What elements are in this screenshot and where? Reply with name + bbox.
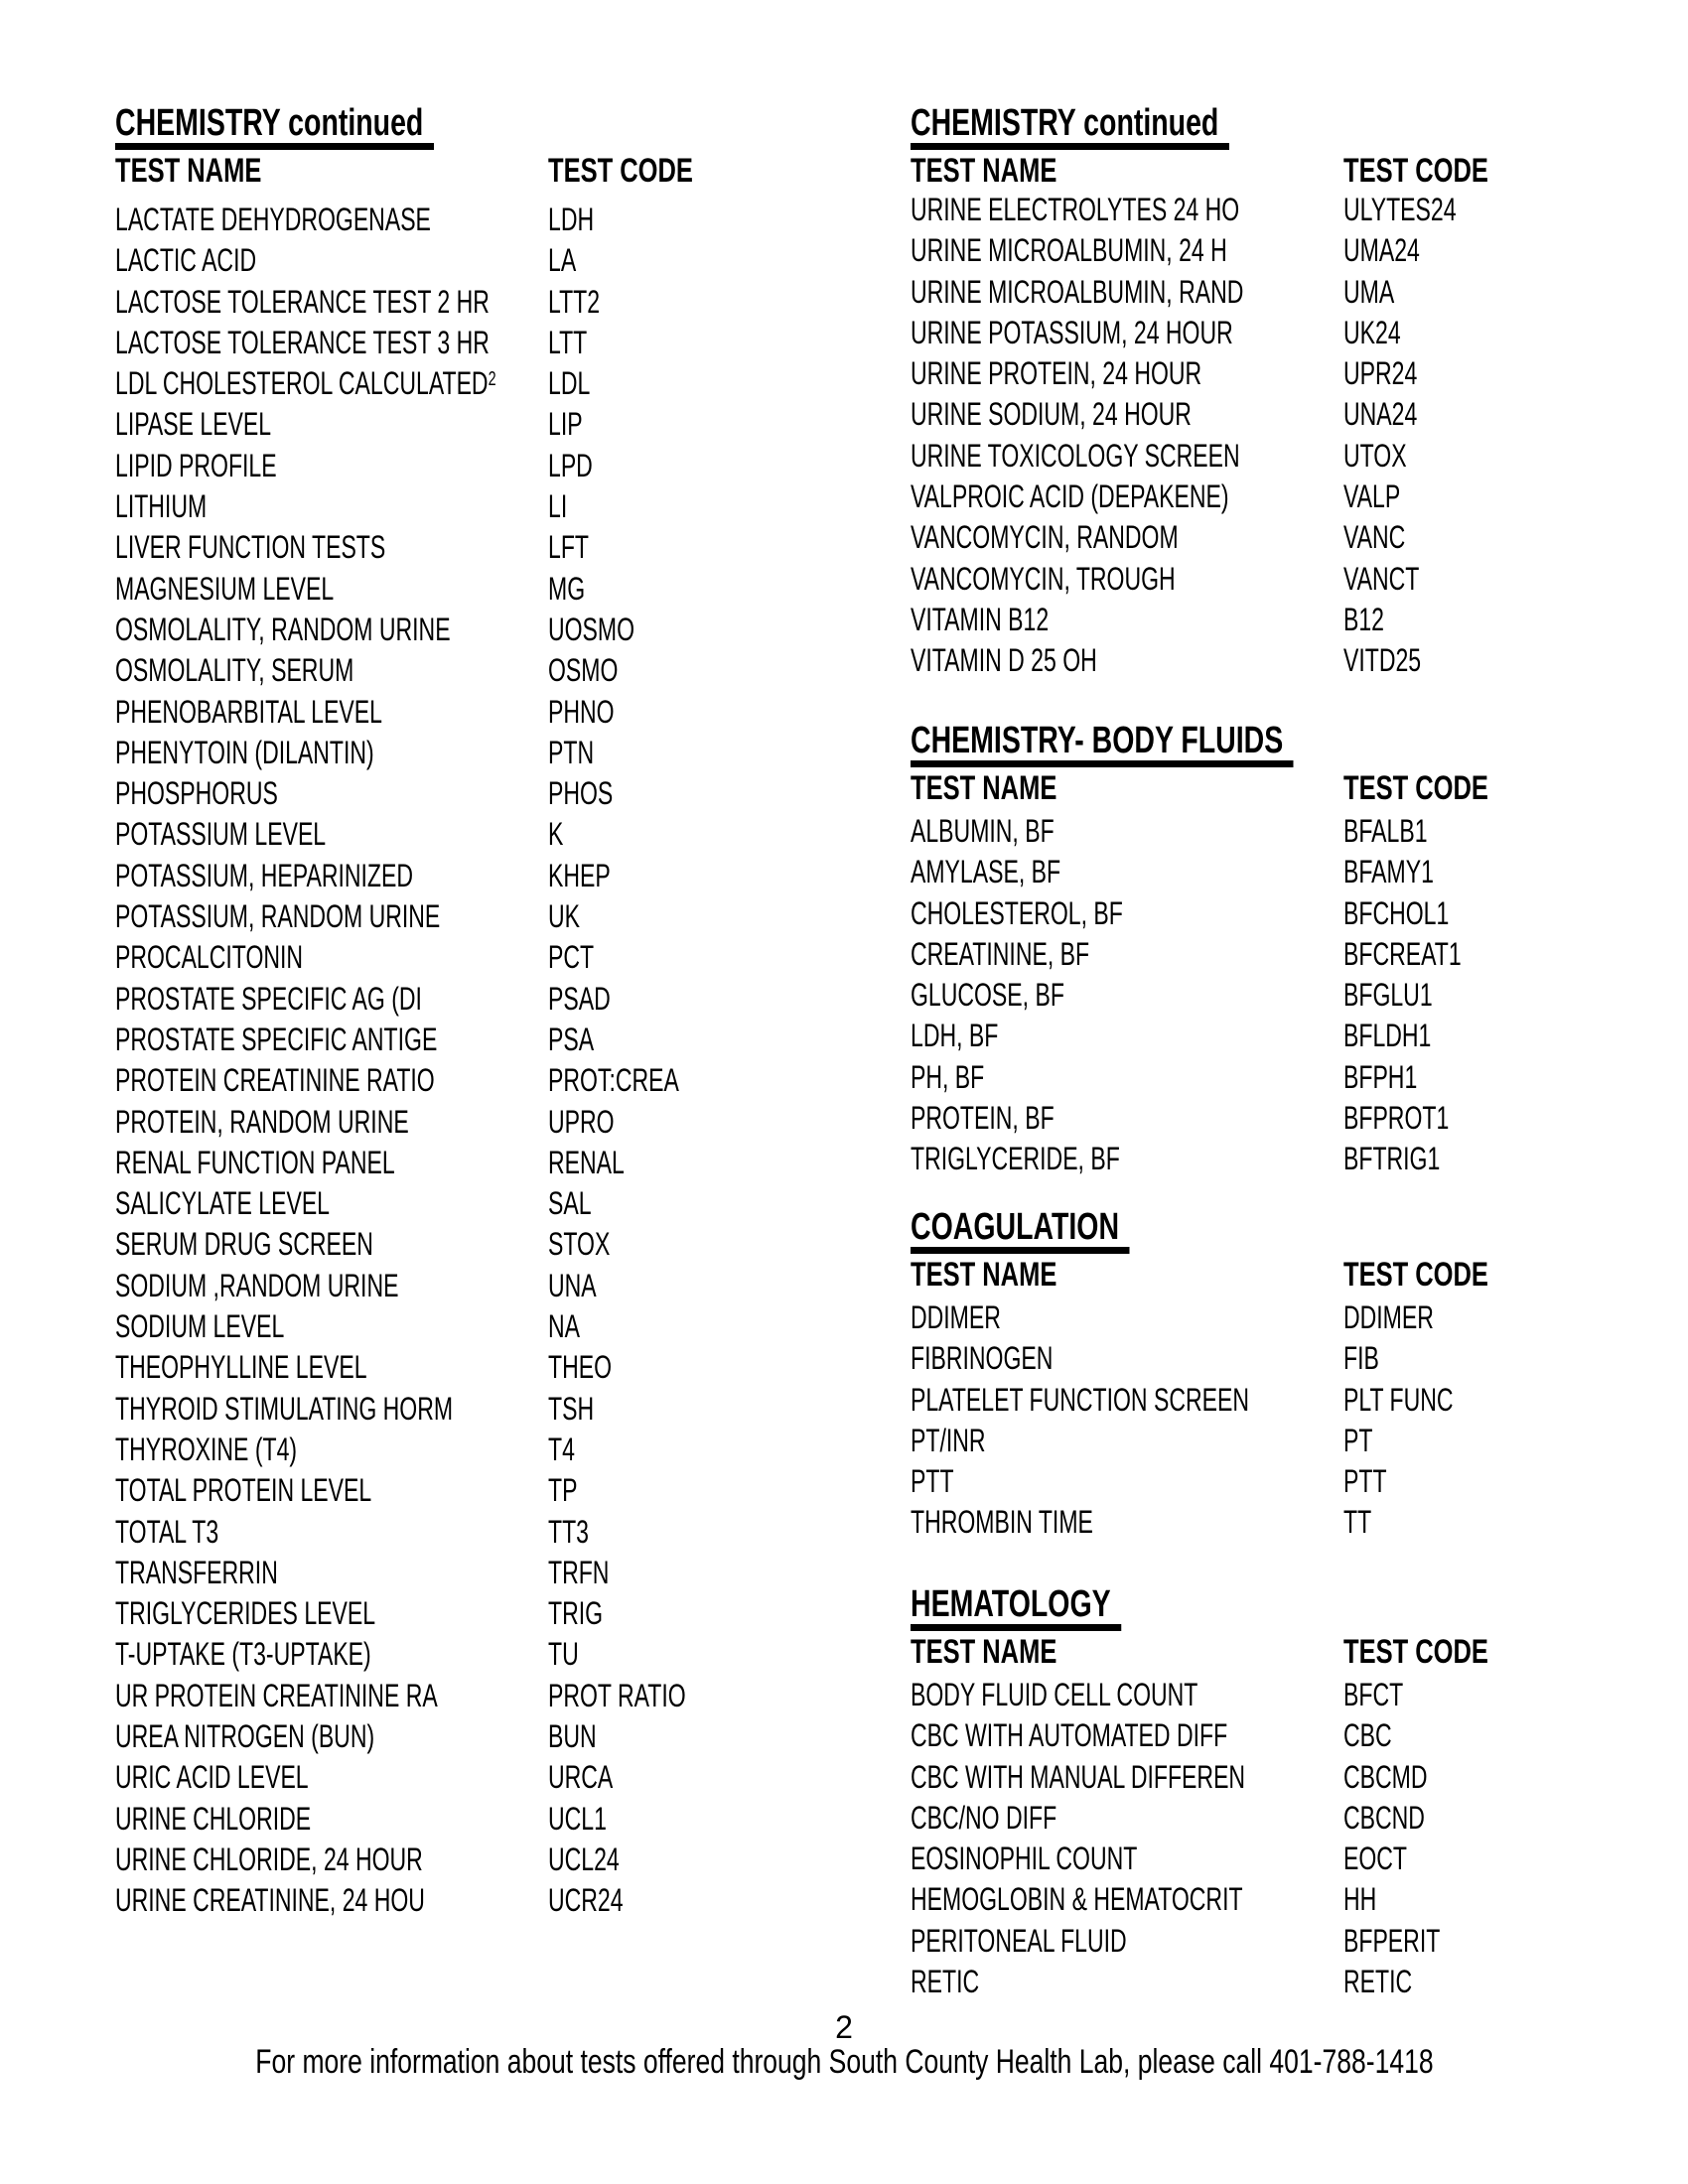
table-row bbox=[115, 735, 850, 775]
table-row bbox=[911, 1964, 1606, 2004]
table-row bbox=[115, 1678, 850, 1718]
table-row bbox=[911, 977, 1606, 1018]
test-code-cell: UK bbox=[548, 898, 581, 935]
table-row bbox=[115, 1555, 850, 1595]
test-name-cell: ALBUMIN, BF bbox=[911, 813, 1055, 849]
section-chemistry-continued-right bbox=[911, 104, 1606, 684]
table-row bbox=[911, 192, 1606, 232]
table-row bbox=[911, 1759, 1606, 1800]
test-name-cell: PLATELET FUNCTION SCREEN bbox=[911, 1381, 1249, 1418]
test-name-cell: URINE TOXICOLOGY SCREEN bbox=[911, 437, 1240, 474]
table-row bbox=[911, 1059, 1606, 1100]
table-row bbox=[115, 1391, 850, 1432]
test-name-cell: FIBRINOGEN bbox=[911, 1340, 1054, 1377]
test-name-cell: CBC WITH MANUAL DIFFEREN bbox=[911, 1758, 1246, 1795]
table-row bbox=[911, 1141, 1606, 1181]
test-code-cell: BFTRIG1 bbox=[1343, 1141, 1441, 1177]
test-name-cell: VANCOMYCIN, RANDOM bbox=[911, 519, 1179, 556]
table-row bbox=[911, 1423, 1606, 1463]
test-code-cell: UCL24 bbox=[548, 1841, 620, 1877]
test-code-cell: TU bbox=[548, 1636, 579, 1673]
test-name-cell: SALICYLATE LEVEL bbox=[115, 1185, 330, 1222]
test-name-cell: THYROXINE (T4) bbox=[115, 1431, 298, 1467]
test-name-cell: POTASSIUM, RANDOM URINE bbox=[115, 898, 441, 935]
test-name-cell: TRIGLYCERIDE, BF bbox=[911, 1141, 1120, 1177]
test-name-cell: VITAMIN B12 bbox=[911, 601, 1050, 637]
test-code-cell: PTT bbox=[1343, 1463, 1387, 1500]
test-code-cell: UMA bbox=[1343, 273, 1395, 310]
test-name-cell: LDL CHOLESTEROL CALCULATED$^2$ bbox=[115, 365, 496, 402]
test-name-cell: URINE CHLORIDE, 24 HOUR bbox=[115, 1841, 423, 1877]
table-row bbox=[115, 1801, 850, 1842]
column-left bbox=[115, 0, 850, 2184]
section-title: CHEMISTRY- BODY FLUIDS bbox=[911, 722, 1606, 767]
table-header-row bbox=[911, 771, 1606, 805]
test-name-cell: URINE CHLORIDE bbox=[115, 1800, 312, 1837]
test-name-cell: VALPROIC ACID (DEPAKENE) bbox=[911, 478, 1229, 515]
test-code-cell: LI bbox=[548, 488, 568, 525]
test-name-cell: CHOLESTEROL, BF bbox=[911, 894, 1123, 931]
test-name-cell: LIPASE LEVEL bbox=[115, 406, 272, 443]
test-code-cell: BFAMY1 bbox=[1343, 854, 1434, 890]
table-row bbox=[911, 478, 1606, 519]
test-code-cell: BFPH1 bbox=[1343, 1058, 1418, 1095]
test-name-cell: LIVER FUNCTION TESTS bbox=[115, 529, 386, 566]
test-name-cell: LITHIUM bbox=[115, 488, 208, 525]
test-code-cell: CBC bbox=[1343, 1717, 1392, 1754]
table-row bbox=[911, 1100, 1606, 1141]
table-row bbox=[115, 652, 850, 693]
test-code-cell: LIP bbox=[548, 406, 583, 443]
test-name-cell: VITAMIN D 25 OH bbox=[911, 642, 1097, 679]
test-code-header: TEST CODE bbox=[1343, 152, 1488, 190]
table-row bbox=[911, 1018, 1606, 1058]
test-code-cell: DDIMER bbox=[1343, 1299, 1434, 1335]
table-row bbox=[911, 519, 1606, 560]
test-code-cell: BFALB1 bbox=[1343, 813, 1428, 849]
table-row bbox=[911, 1841, 1606, 1881]
test-code-cell: BFCREAT1 bbox=[1343, 935, 1462, 972]
table-row bbox=[115, 1308, 850, 1349]
section-title: CHEMISTRY continued bbox=[115, 104, 850, 150]
test-name-cell: URINE MICROALBUMIN, 24 H bbox=[911, 232, 1227, 269]
table-row bbox=[115, 1842, 850, 1882]
test-name-cell: POTASSIUM LEVEL bbox=[115, 816, 327, 853]
test-code-cell: HH bbox=[1343, 1881, 1377, 1918]
test-name-cell: LACTATE DEHYDROGENASE bbox=[115, 202, 431, 237]
test-name-cell: LACTOSE TOLERANCE TEST 2 HR bbox=[115, 283, 490, 320]
test-code-header: TEST CODE bbox=[1343, 1256, 1488, 1294]
test-code-cell: BFPROT1 bbox=[1343, 1100, 1450, 1137]
superscript-note: 2 bbox=[488, 368, 496, 391]
table-row bbox=[911, 854, 1606, 894]
test-name-cell: EOSINOPHIL COUNT bbox=[911, 1841, 1138, 1877]
table-row bbox=[911, 936, 1606, 977]
table-row bbox=[115, 981, 850, 1022]
table-row bbox=[115, 325, 850, 365]
test-code-cell: BFCHOL1 bbox=[1343, 894, 1450, 931]
table-row bbox=[911, 1340, 1606, 1381]
rows-list bbox=[911, 1677, 1606, 2004]
table-row bbox=[115, 1882, 850, 1923]
test-name-header: TEST NAME bbox=[911, 1633, 1057, 1671]
section-title: COAGULATION bbox=[911, 1208, 1606, 1254]
table-row bbox=[115, 488, 850, 529]
rows-list bbox=[115, 202, 850, 1923]
test-code-cell: PSAD bbox=[548, 980, 611, 1017]
test-name-cell: SODIUM LEVEL bbox=[115, 1308, 285, 1345]
table-row bbox=[911, 1463, 1606, 1504]
table-row bbox=[115, 1145, 850, 1185]
test-code-cell: EOCT bbox=[1343, 1841, 1408, 1877]
table-row bbox=[911, 561, 1606, 602]
test-code-header: TEST CODE bbox=[1343, 1633, 1488, 1671]
test-name-cell: SERUM DRUG SCREEN bbox=[115, 1226, 373, 1263]
table-row bbox=[115, 816, 850, 857]
column-right bbox=[911, 0, 1606, 2184]
table-row bbox=[115, 612, 850, 652]
test-name-cell: LACTOSE TOLERANCE TEST 3 HR bbox=[115, 324, 490, 360]
table-header-row bbox=[911, 154, 1606, 188]
page-number: 2 bbox=[835, 2009, 853, 2045]
test-code-cell: UPR24 bbox=[1343, 355, 1418, 392]
test-code-cell: VALP bbox=[1343, 478, 1401, 515]
test-name-cell: PH, BF bbox=[911, 1058, 985, 1095]
test-code-cell: BFPERIT bbox=[1343, 1922, 1441, 1959]
test-code-cell: LPD bbox=[548, 447, 593, 483]
test-code-cell: RENAL bbox=[548, 1144, 625, 1180]
table-row bbox=[911, 1800, 1606, 1841]
test-name-cell: PTT bbox=[911, 1463, 954, 1500]
test-name-cell: OSMOLALITY, SERUM bbox=[115, 652, 354, 689]
test-name-cell: POTASSIUM, HEPARINIZED bbox=[115, 857, 413, 893]
test-code-cell: LDH bbox=[548, 202, 595, 237]
test-code-cell: VANCT bbox=[1343, 560, 1420, 597]
test-code-cell: UMA24 bbox=[1343, 232, 1420, 269]
test-code-cell: ULYTES24 bbox=[1343, 192, 1457, 227]
test-name-cell: UR PROTEIN CREATININE RA bbox=[115, 1677, 438, 1713]
table-row bbox=[911, 355, 1606, 396]
test-code-cell: TT bbox=[1343, 1504, 1372, 1541]
test-code-header: TEST CODE bbox=[548, 152, 693, 190]
test-name-cell: THYROID STIMULATING HORM bbox=[115, 1390, 454, 1427]
table-row bbox=[115, 529, 850, 570]
test-name-cell: RETIC bbox=[911, 1964, 980, 2000]
test-code-cell: TSH bbox=[548, 1390, 595, 1427]
test-name-cell: PROSTATE SPECIFIC AG (DI bbox=[115, 980, 422, 1017]
test-code-cell: THEO bbox=[548, 1349, 613, 1386]
table-row bbox=[911, 274, 1606, 315]
test-code-cell: BUN bbox=[548, 1717, 597, 1754]
table-row bbox=[115, 1226, 850, 1267]
test-name-header: TEST NAME bbox=[115, 152, 262, 190]
table-row bbox=[115, 939, 850, 980]
rows-list bbox=[911, 813, 1606, 1182]
test-name-cell: PROTEIN, RANDOM URINE bbox=[115, 1103, 409, 1140]
test-code-cell: URCA bbox=[548, 1759, 614, 1796]
test-name-cell: PERITONEAL FLUID bbox=[911, 1922, 1127, 1959]
table-row bbox=[115, 284, 850, 325]
table-header-row bbox=[911, 1635, 1606, 1669]
table-row bbox=[115, 1759, 850, 1800]
test-name-cell: URINE POTASSIUM, 24 HOUR bbox=[911, 314, 1233, 350]
test-name-cell: TRIGLYCERIDES LEVEL bbox=[115, 1595, 376, 1632]
test-name-cell: SODIUM ,RANDOM URINE bbox=[115, 1267, 399, 1303]
test-code-cell: UPRO bbox=[548, 1103, 615, 1140]
rows-list bbox=[911, 1299, 1606, 1546]
test-code-cell: UCL1 bbox=[548, 1800, 607, 1837]
table-row bbox=[911, 1504, 1606, 1545]
table-row bbox=[911, 1382, 1606, 1423]
section-hematology bbox=[911, 1585, 1606, 2004]
test-code-cell: UOSMO bbox=[548, 611, 635, 647]
table-row bbox=[115, 406, 850, 447]
test-name-cell: PT/INR bbox=[911, 1422, 986, 1458]
table-row bbox=[911, 1881, 1606, 1922]
rows-list bbox=[911, 192, 1606, 684]
test-name-cell: CBC/NO DIFF bbox=[911, 1799, 1057, 1836]
table-row bbox=[115, 1514, 850, 1555]
test-name-cell: RENAL FUNCTION PANEL bbox=[115, 1144, 395, 1180]
test-code-cell: PROT RATIO bbox=[548, 1677, 686, 1713]
test-code-cell: SAL bbox=[548, 1185, 592, 1222]
test-name-cell: CBC WITH AUTOMATED DIFF bbox=[911, 1717, 1228, 1754]
test-code-cell: TT3 bbox=[548, 1513, 589, 1550]
test-name-cell: PHOSPHORUS bbox=[115, 775, 278, 812]
test-code-cell: BFCT bbox=[1343, 1677, 1404, 1712]
table-row bbox=[115, 1349, 850, 1390]
test-code-cell: TRIG bbox=[548, 1595, 604, 1632]
test-code-cell: CBCND bbox=[1343, 1799, 1425, 1836]
test-name-cell: HEMOGLOBIN & HEMATOCRIT bbox=[911, 1881, 1243, 1918]
table-row bbox=[911, 895, 1606, 936]
test-name-cell: URINE ELECTROLYTES 24 HO bbox=[911, 192, 1240, 227]
test-code-cell: PCT bbox=[548, 939, 595, 976]
section-chemistry-continued-left bbox=[115, 104, 850, 1923]
test-name-cell: OSMOLALITY, RANDOM URINE bbox=[115, 611, 451, 647]
test-name-cell: URINE SODIUM, 24 HOUR bbox=[911, 396, 1192, 433]
table-row bbox=[115, 202, 850, 242]
table-row bbox=[115, 1432, 850, 1472]
test-name-cell: TRANSFERRIN bbox=[115, 1554, 278, 1590]
test-name-cell: PROTEIN CREATININE RATIO bbox=[115, 1062, 435, 1099]
test-code-cell: K bbox=[548, 816, 564, 853]
test-code-cell: PTN bbox=[548, 734, 595, 770]
test-name-cell: PHENOBARBITAL LEVEL bbox=[115, 693, 382, 730]
table-row bbox=[115, 1185, 850, 1226]
test-name-cell: T-UPTAKE (T3-UPTAKE) bbox=[115, 1636, 371, 1673]
table-row bbox=[911, 1299, 1606, 1340]
table-row bbox=[115, 775, 850, 816]
table-row bbox=[911, 1923, 1606, 1964]
test-code-cell: OSMO bbox=[548, 652, 619, 689]
test-name-cell: URINE PROTEIN, 24 HOUR bbox=[911, 355, 1202, 392]
table-header-row bbox=[115, 154, 850, 188]
test-code-cell: BFLDH1 bbox=[1343, 1018, 1432, 1054]
test-name-cell: PROCALCITONIN bbox=[115, 939, 304, 976]
test-code-cell: FIB bbox=[1343, 1340, 1379, 1377]
test-code-cell: KHEP bbox=[548, 857, 611, 893]
table-row bbox=[115, 898, 850, 939]
test-name-cell: BODY FLUID CELL COUNT bbox=[911, 1677, 1198, 1712]
test-name-cell: TOTAL T3 bbox=[115, 1513, 219, 1550]
table-row bbox=[115, 858, 850, 898]
test-code-cell: TRFN bbox=[548, 1554, 610, 1590]
test-name-cell: PROSTATE SPECIFIC ANTIGE bbox=[115, 1021, 438, 1057]
section-title: CHEMISTRY continued bbox=[911, 104, 1606, 150]
test-name-cell: VANCOMYCIN, TROUGH bbox=[911, 560, 1176, 597]
test-code-cell: PROT:CREA bbox=[548, 1062, 679, 1099]
table-row bbox=[115, 1022, 850, 1062]
test-name-cell: LACTIC ACID bbox=[115, 242, 257, 279]
test-code-cell: MG bbox=[548, 570, 586, 607]
table-row bbox=[911, 315, 1606, 355]
test-code-cell: UTOX bbox=[1343, 437, 1407, 474]
test-code-cell: LDL bbox=[548, 365, 591, 402]
table-row bbox=[911, 232, 1606, 273]
test-name-cell: DDIMER bbox=[911, 1299, 1001, 1335]
table-row bbox=[911, 1677, 1606, 1717]
table-row bbox=[911, 396, 1606, 437]
test-code-cell: LTT2 bbox=[548, 283, 601, 320]
test-code-cell: CBCMD bbox=[1343, 1758, 1428, 1795]
test-code-cell: VITD25 bbox=[1343, 642, 1422, 679]
test-code-cell: PSA bbox=[548, 1021, 595, 1057]
section-title: HEMATOLOGY bbox=[911, 1585, 1606, 1631]
test-code-cell: TP bbox=[548, 1472, 578, 1509]
table-row bbox=[115, 1104, 850, 1145]
test-code-cell: T4 bbox=[548, 1431, 575, 1467]
test-name-cell: THEOPHYLLINE LEVEL bbox=[115, 1349, 367, 1386]
table-row bbox=[115, 1718, 850, 1759]
table-row bbox=[115, 1268, 850, 1308]
test-name-cell: CREATININE, BF bbox=[911, 935, 1090, 972]
test-name-header: TEST NAME bbox=[911, 769, 1057, 807]
test-code-cell: UNA24 bbox=[1343, 396, 1418, 433]
table-row bbox=[911, 813, 1606, 854]
table-row bbox=[115, 694, 850, 735]
section-chemistry-body-fluids bbox=[911, 722, 1606, 1182]
test-code-header: TEST CODE bbox=[1343, 769, 1488, 807]
test-code-cell: UK24 bbox=[1343, 314, 1401, 350]
table-row bbox=[115, 365, 850, 406]
test-code-cell: PHOS bbox=[548, 775, 614, 812]
section-coagulation bbox=[911, 1208, 1606, 1546]
test-code-cell: PHNO bbox=[548, 693, 615, 730]
test-name-header: TEST NAME bbox=[911, 152, 1057, 190]
table-header-row bbox=[911, 1258, 1606, 1292]
test-code-cell: NA bbox=[548, 1308, 581, 1345]
test-code-cell: LTT bbox=[548, 324, 588, 360]
test-code-cell: PLT FUNC bbox=[1343, 1381, 1454, 1418]
test-name-cell: URINE CREATININE, 24 HOU bbox=[115, 1882, 425, 1919]
test-code-cell: STOX bbox=[548, 1226, 611, 1263]
test-code-cell: LA bbox=[548, 242, 577, 279]
footer-note: For more information about tests offered through South County Health Lab, please call 401-788-1418 bbox=[254, 2043, 1434, 2081]
table-row bbox=[911, 602, 1606, 642]
test-name-cell: PHENYTOIN (DILANTIN) bbox=[115, 734, 374, 770]
test-name-cell: URIC ACID LEVEL bbox=[115, 1759, 309, 1796]
table-row bbox=[911, 642, 1606, 683]
test-code-cell: RETIC bbox=[1343, 1964, 1413, 2000]
test-name-cell: LDH, BF bbox=[911, 1018, 999, 1054]
test-code-cell: LFT bbox=[548, 529, 589, 566]
table-row bbox=[115, 448, 850, 488]
table-row bbox=[115, 242, 850, 283]
table-row bbox=[115, 1595, 850, 1636]
test-code-cell: BFGLU1 bbox=[1343, 977, 1433, 1014]
table-row bbox=[115, 1636, 850, 1677]
test-name-header: TEST NAME bbox=[911, 1256, 1057, 1294]
test-name-cell: MAGNESIUM LEVEL bbox=[115, 570, 335, 607]
test-code-cell: VANC bbox=[1343, 519, 1406, 556]
table-row bbox=[115, 1472, 850, 1513]
test-name-cell: THROMBIN TIME bbox=[911, 1504, 1093, 1541]
test-code-cell: UCR24 bbox=[548, 1882, 624, 1919]
test-code-cell: UNA bbox=[548, 1267, 597, 1303]
test-code-cell: PT bbox=[1343, 1422, 1373, 1458]
test-name-cell: URINE MICROALBUMIN, RAND bbox=[911, 273, 1244, 310]
test-name-cell: UREA NITROGEN (BUN) bbox=[115, 1717, 375, 1754]
test-name-cell: TOTAL PROTEIN LEVEL bbox=[115, 1472, 372, 1509]
table-row bbox=[115, 571, 850, 612]
table-row bbox=[911, 438, 1606, 478]
test-code-cell: B12 bbox=[1343, 601, 1384, 637]
test-name-cell: PROTEIN, BF bbox=[911, 1100, 1055, 1137]
table-row bbox=[911, 1717, 1606, 1758]
table-row bbox=[115, 1062, 850, 1103]
test-name-cell: LIPID PROFILE bbox=[115, 447, 277, 483]
test-name-cell: AMYLASE, BF bbox=[911, 854, 1061, 890]
test-name-cell: GLUCOSE, BF bbox=[911, 977, 1064, 1014]
